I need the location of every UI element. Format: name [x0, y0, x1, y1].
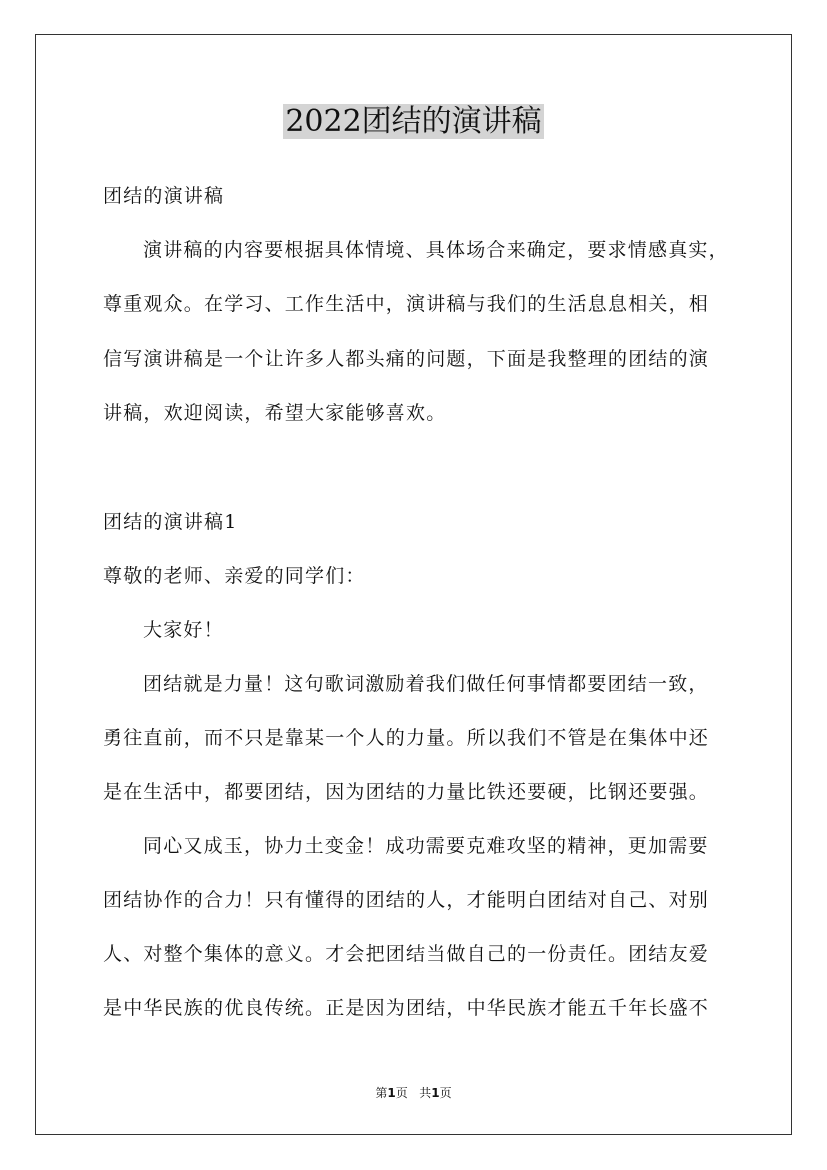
footer-total-number: 1	[431, 1086, 440, 1100]
page-footer	[0, 1084, 827, 1101]
document-title-wrap	[0, 100, 827, 144]
paragraph-line: 团结就是力量！这句歌词激励着我们做任何事情都要团结一致，	[143, 673, 709, 695]
footer-page-suffix: 页	[395, 1086, 408, 1100]
document-title: 2022团结的演讲稿	[285, 104, 542, 139]
paragraph-line: 是中华民族的优良传统。正是因为团结，中华民族才能五千年长盛不	[103, 997, 710, 1019]
greeting: 大家好！	[143, 619, 224, 641]
footer-total-prefix: 共	[419, 1086, 432, 1100]
paragraph-line: 讲稿，欢迎阅读，希望大家能够喜欢。	[103, 402, 447, 424]
paragraph-line: 信写演讲稿是一个让许多人都头痛的问题，下面是我整理的团结的演	[103, 348, 710, 370]
paragraph-line: 是在生活中，都要团结，因为团结的力量比铁还要硬，比钢还要强。	[103, 781, 710, 803]
section-heading: 团结的演讲稿1	[103, 511, 238, 533]
paragraph-line: 尊重观众。在学习、工作生活中，演讲稿与我们的生活息息相关，相	[103, 293, 710, 315]
section-heading: 团结的演讲稿	[103, 185, 225, 207]
footer-page-number: 1	[387, 1086, 396, 1100]
paragraph-line: 团结协作的合力！只有懂得的团结的人，才能明白团结对自己、对别	[103, 889, 710, 911]
paragraph-line: 勇往直前，而不只是靠某一个人的力量。所以我们不管是在集体中还	[103, 727, 710, 749]
salutation: 尊敬的老师、亲爱的同学们：	[103, 565, 366, 587]
paragraph-line: 同心又成玉，协力土变金！成功需要克难攻坚的精神，更加需要	[143, 835, 709, 857]
footer-page-prefix: 第	[375, 1086, 388, 1100]
paragraph-line: 人、对整个集体的意义。才会把团结当做自己的一份责任。团结友爱	[103, 943, 710, 965]
paragraph-line: 演讲稿的内容要根据具体情境、具体场合来确定，要求情感真实，	[143, 239, 729, 261]
footer-total-suffix: 页	[439, 1086, 452, 1100]
